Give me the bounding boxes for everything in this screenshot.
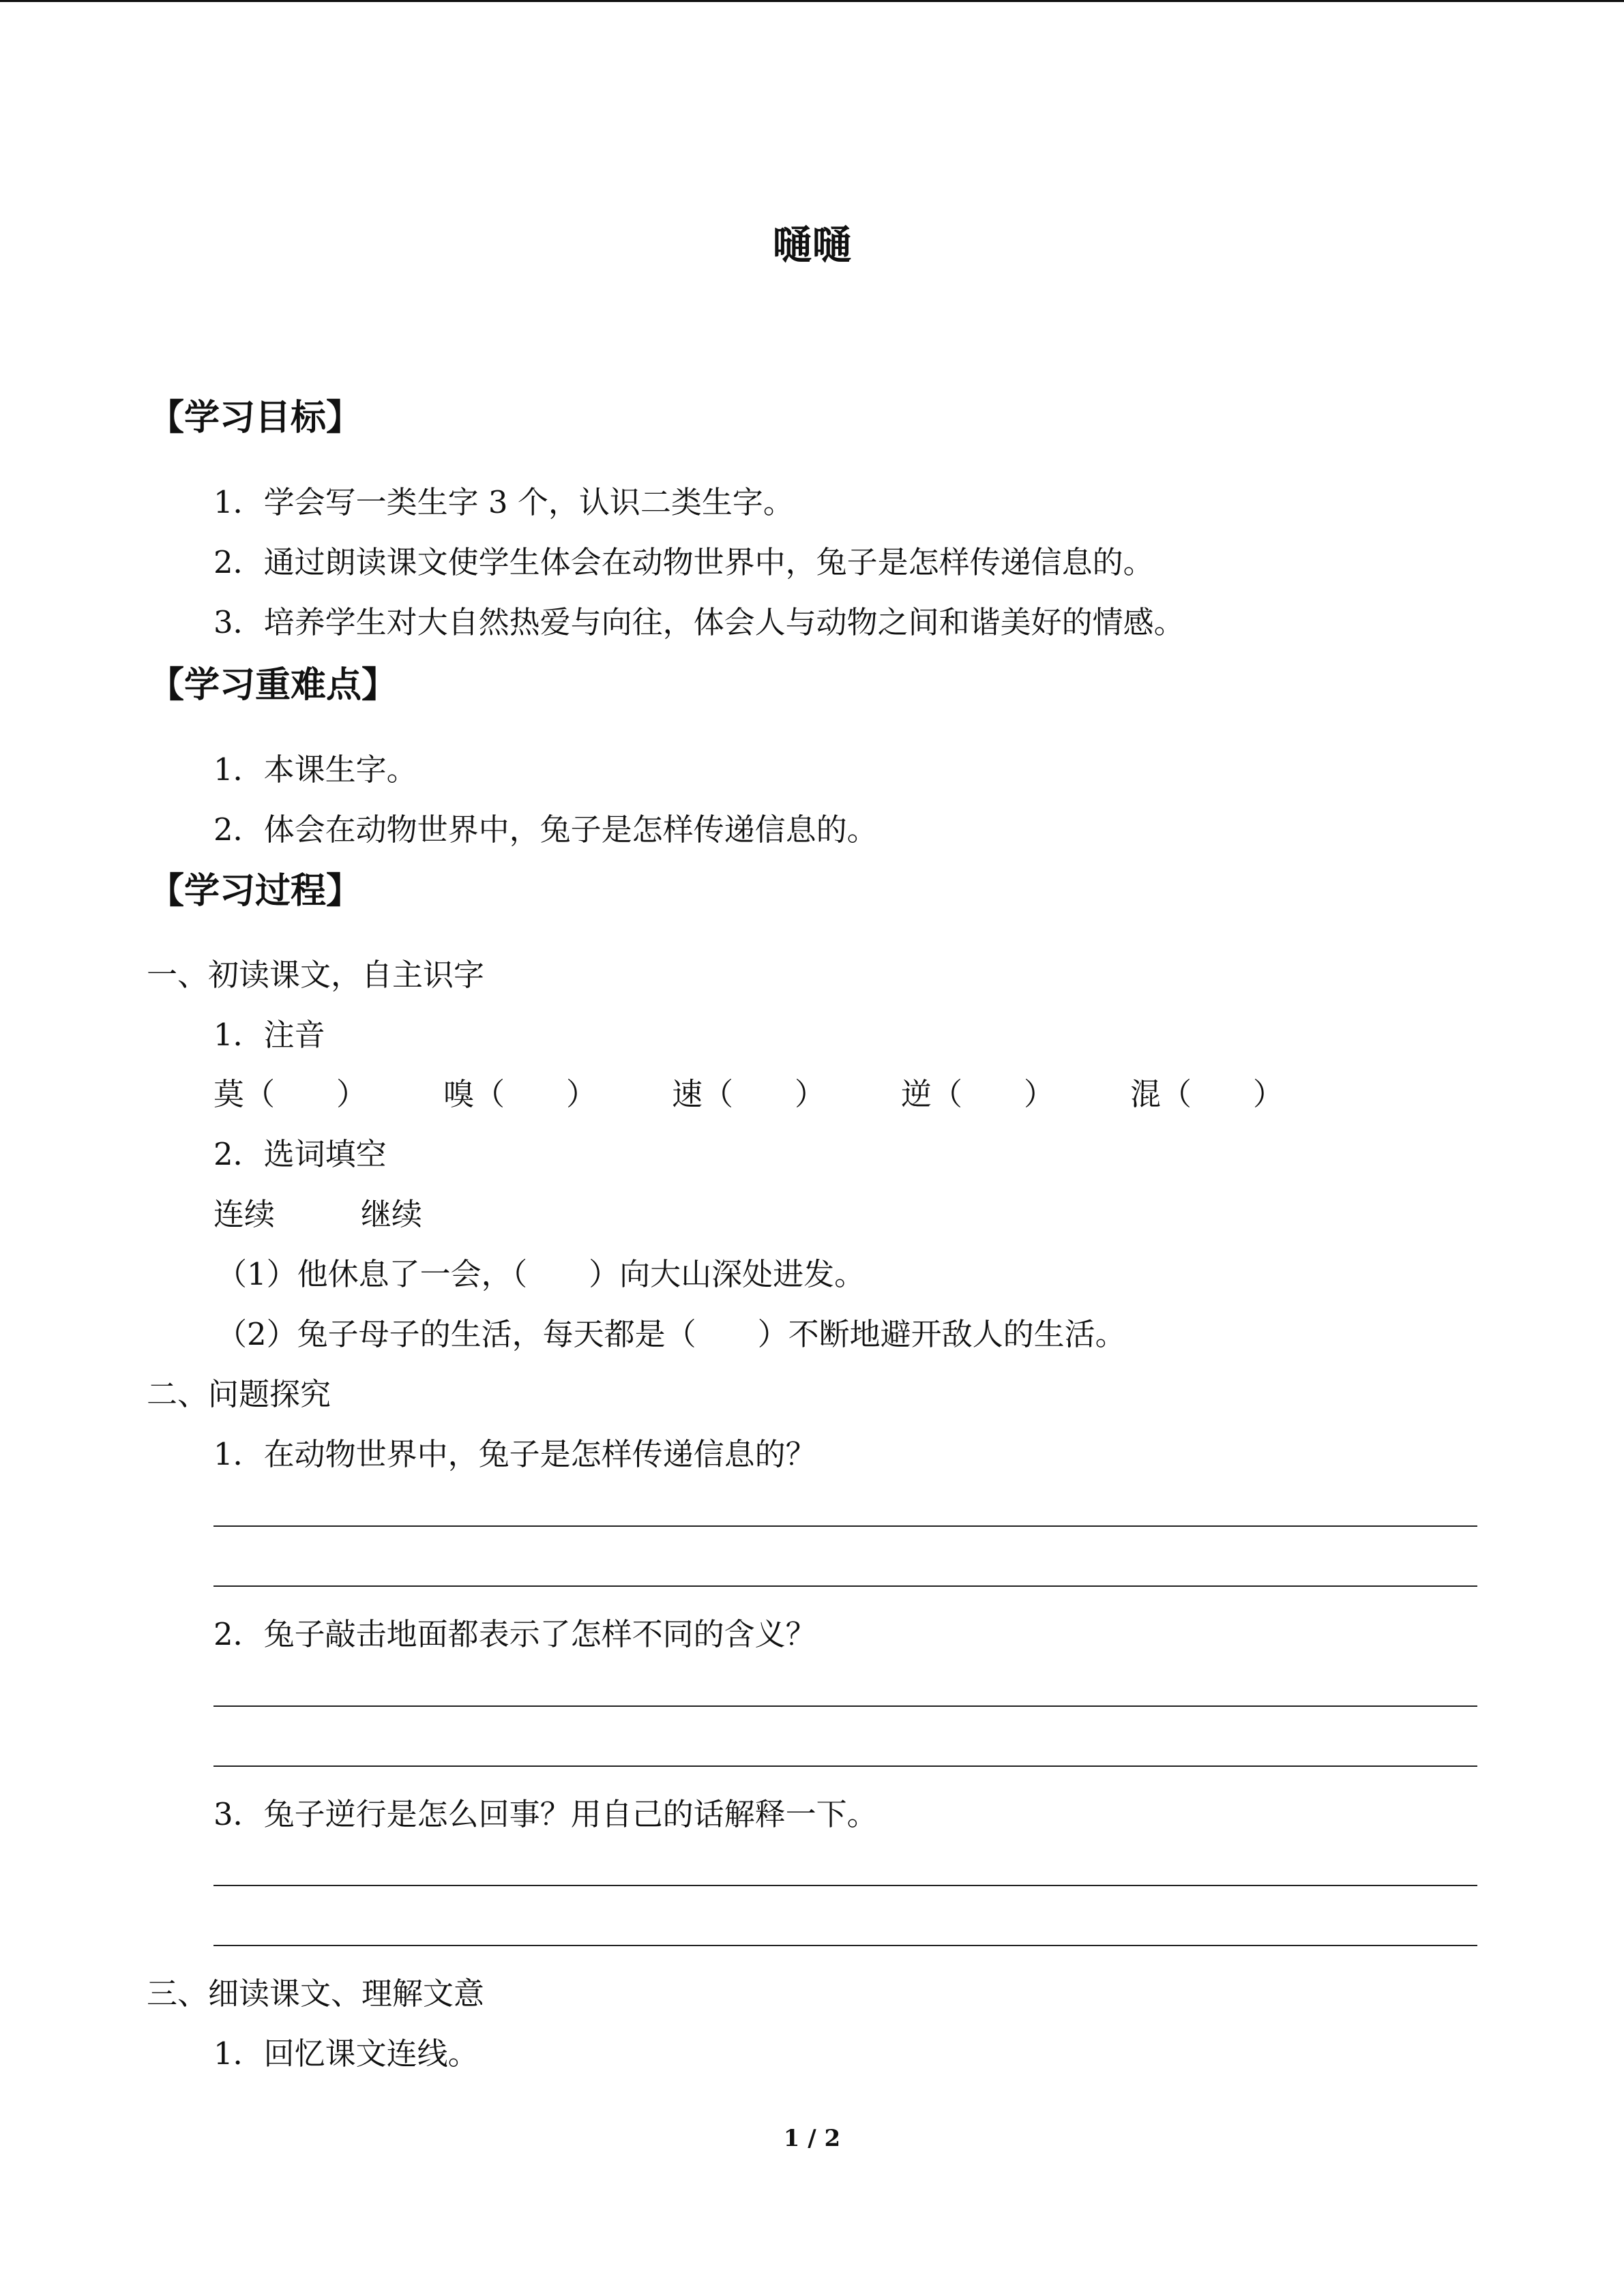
question-2: 2．兔子敲击地面都表示了怎样不同的含义？ <box>213 1616 816 1652</box>
pinyin-item-5: 混（ ） <box>1130 1076 1284 1112</box>
pinyin-item-2: 嗅（ ） <box>443 1076 597 1112</box>
part3-heading: 三、细读课文、理解文意 <box>147 1976 485 2012</box>
word-choice-2: 继续 <box>361 1196 423 1232</box>
goal-item-3: 3．培养学生对大自然热爱与向往，体会人与动物之间和谐美好的情感。 <box>213 604 1185 640</box>
goal-item-2: 2．通过朗读课文使学生体会在动物世界中，兔子是怎样传递信息的。 <box>213 544 1154 580</box>
pinyin-item-4: 逆（ ） <box>901 1076 1055 1112</box>
goal-item-1: 1．学会写一类生字 3 个，认识二类生字。 <box>213 484 794 520</box>
part2-heading: 二、问题探究 <box>147 1376 331 1412</box>
pinyin-item-1: 莫（ ） <box>213 1076 368 1112</box>
word-choice-1: 连续 <box>213 1196 276 1232</box>
keypoint-item-2: 2．体会在动物世界中，兔子是怎样传递信息的。 <box>213 811 878 848</box>
fill-blank-1: （1）他休息了一会，（ ）向大山深处进发。 <box>216 1256 866 1292</box>
answer-line <box>213 1585 1477 1587</box>
part1-sub2: 2．选词填空 <box>213 1136 387 1172</box>
question-3: 3．兔子逆行是怎么回事？用自己的话解释一下。 <box>213 1796 878 1832</box>
part1-sub1: 1．注音 <box>213 1017 325 1053</box>
answer-line <box>213 1945 1477 1946</box>
answer-line <box>213 1705 1477 1707</box>
fill-blank-2: （2）兔子母子的生活，每天都是（ ）不断地避开敌人的生活。 <box>216 1316 1126 1352</box>
section-heading-keypoints: 【学习重难点】 <box>149 665 398 706</box>
section-heading-process: 【学习过程】 <box>149 871 362 912</box>
section-heading-goals: 【学习目标】 <box>149 398 362 438</box>
answer-line <box>213 1525 1477 1527</box>
part3-sub1: 1．回忆课文连线。 <box>213 2036 479 2072</box>
page-title: 嗵嗵 <box>772 222 852 268</box>
keypoint-item-1: 1．本课生字。 <box>213 751 417 788</box>
pinyin-item-3: 速（ ） <box>672 1076 826 1112</box>
question-1: 1．在动物世界中，兔子是怎样传递信息的？ <box>213 1436 816 1472</box>
part1-heading: 一、初读课文，自主识字 <box>147 957 485 993</box>
answer-line <box>213 1885 1477 1886</box>
page-number: 1 / 2 <box>783 2125 841 2152</box>
answer-line <box>213 1765 1477 1767</box>
